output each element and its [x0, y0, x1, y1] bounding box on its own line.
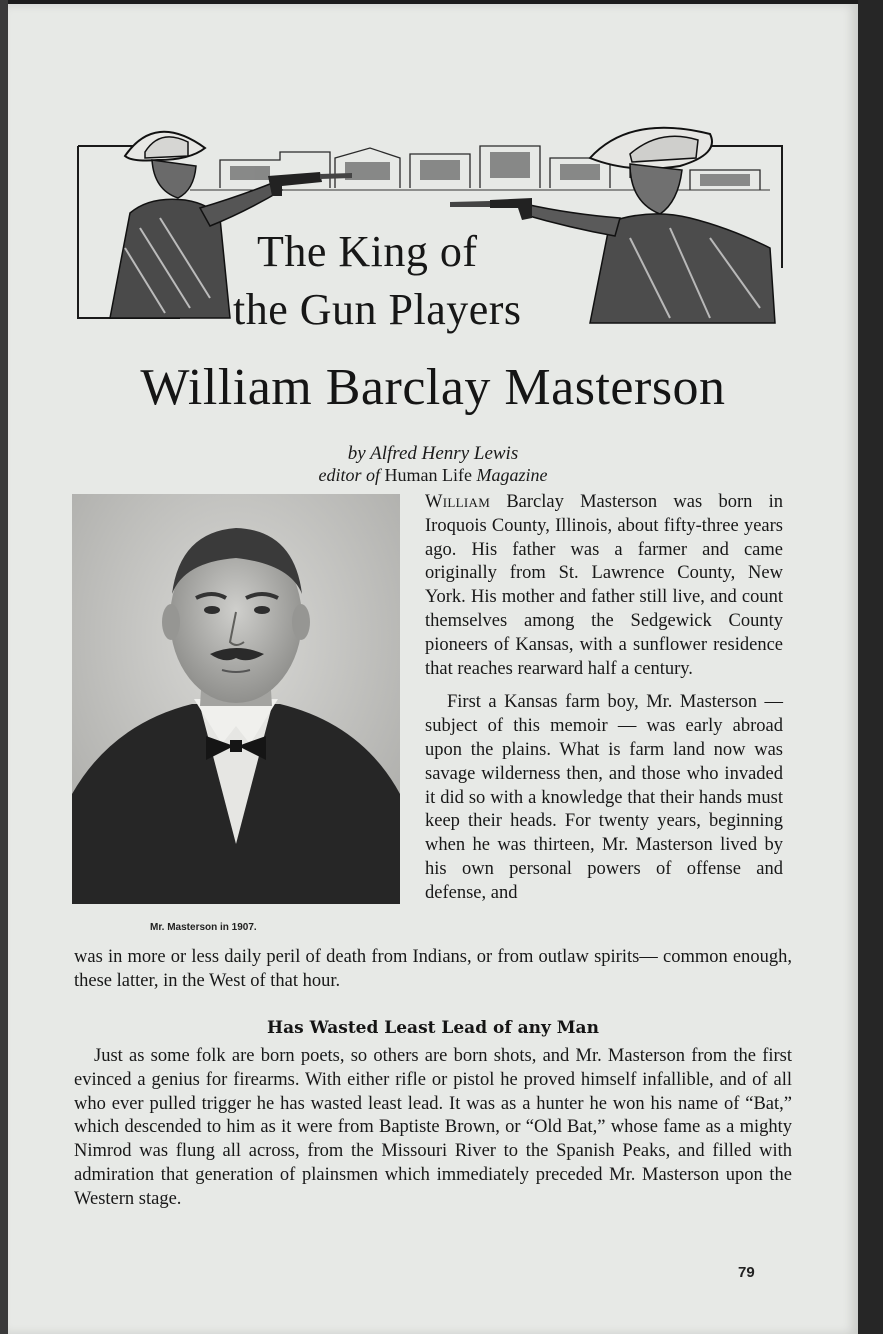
paragraph-3: Just as some folk are born poets, so others are born shots, and Mr. Masterson from the first evinced a genius for firearms. With either rifle or pistol he proved himself infallible, and of all who ever pulled trigger he has wasted least lead. It was as a hunter he won his name of “Bat,” which descended to him as it were from Baptiste Brown, or “Old Bat,” whose fame as a mighty Nimrod was flung all across, from the Missouri River to the Spanish Peaks, and filled with admiration that generation of plainsmen which immediately preceded Mr. Masterson upon the Western stage. — [74, 1046, 792, 1209]
page-number: 79 — [738, 1264, 755, 1281]
byline-publication: Human Life — [384, 465, 472, 485]
portrait-photo — [72, 494, 400, 904]
section-subheading: Has Wasted Least Lead of any Man — [267, 1018, 599, 1038]
banner-title-line2: the Gun Players — [233, 285, 522, 334]
section-body — [74, 1045, 792, 1212]
paragraph-2-full: was in more or less daily peril of death from Indians, or from outlaw spirits— common enough, these latter, in the West of that hour. — [74, 947, 792, 991]
paragraph-1 — [425, 491, 783, 681]
article-title: William Barclay Masterson — [140, 359, 726, 416]
byline-role-prefix: editor of — [318, 465, 381, 485]
byline-role — [0, 465, 866, 486]
paragraph-1-lead: William — [425, 492, 491, 512]
column-text — [425, 491, 783, 906]
paragraph-1-body: Barclay Masterson was born in Iroquois County, Illinois, about fifty-three years ago. His father was a farmer and came originally from St. Lawrence County, New York. His mother and father still live, and count themselves among the Sedgewick County pioneers of Kansas, with a sunflower residence that reaches rearward half a century. — [425, 492, 784, 679]
paragraph-2-column: First a Kansas farm boy, Mr. Masterson — subject of this memoir — was early abroad upon the plains. What is farm land now was savage wilderness then, and those who invaded it did so with a knowledge that their hands must keep their heads. For twenty years, beginning when he was thirteen, Mr. Masterson lived by his own personal powers of offense and defense, and — [425, 692, 783, 903]
byline-magazine: Magazine — [476, 465, 548, 485]
byline-author: by Alfred Henry Lewis — [347, 443, 519, 464]
page-gutter-shadow — [0, 0, 8, 1334]
page-edge-shadow — [858, 0, 883, 1334]
photo-caption: Mr. Masterson in 1907. — [150, 922, 257, 933]
banner-title-line1: The King of — [257, 227, 478, 276]
paragraph-2-continuation — [74, 946, 792, 994]
